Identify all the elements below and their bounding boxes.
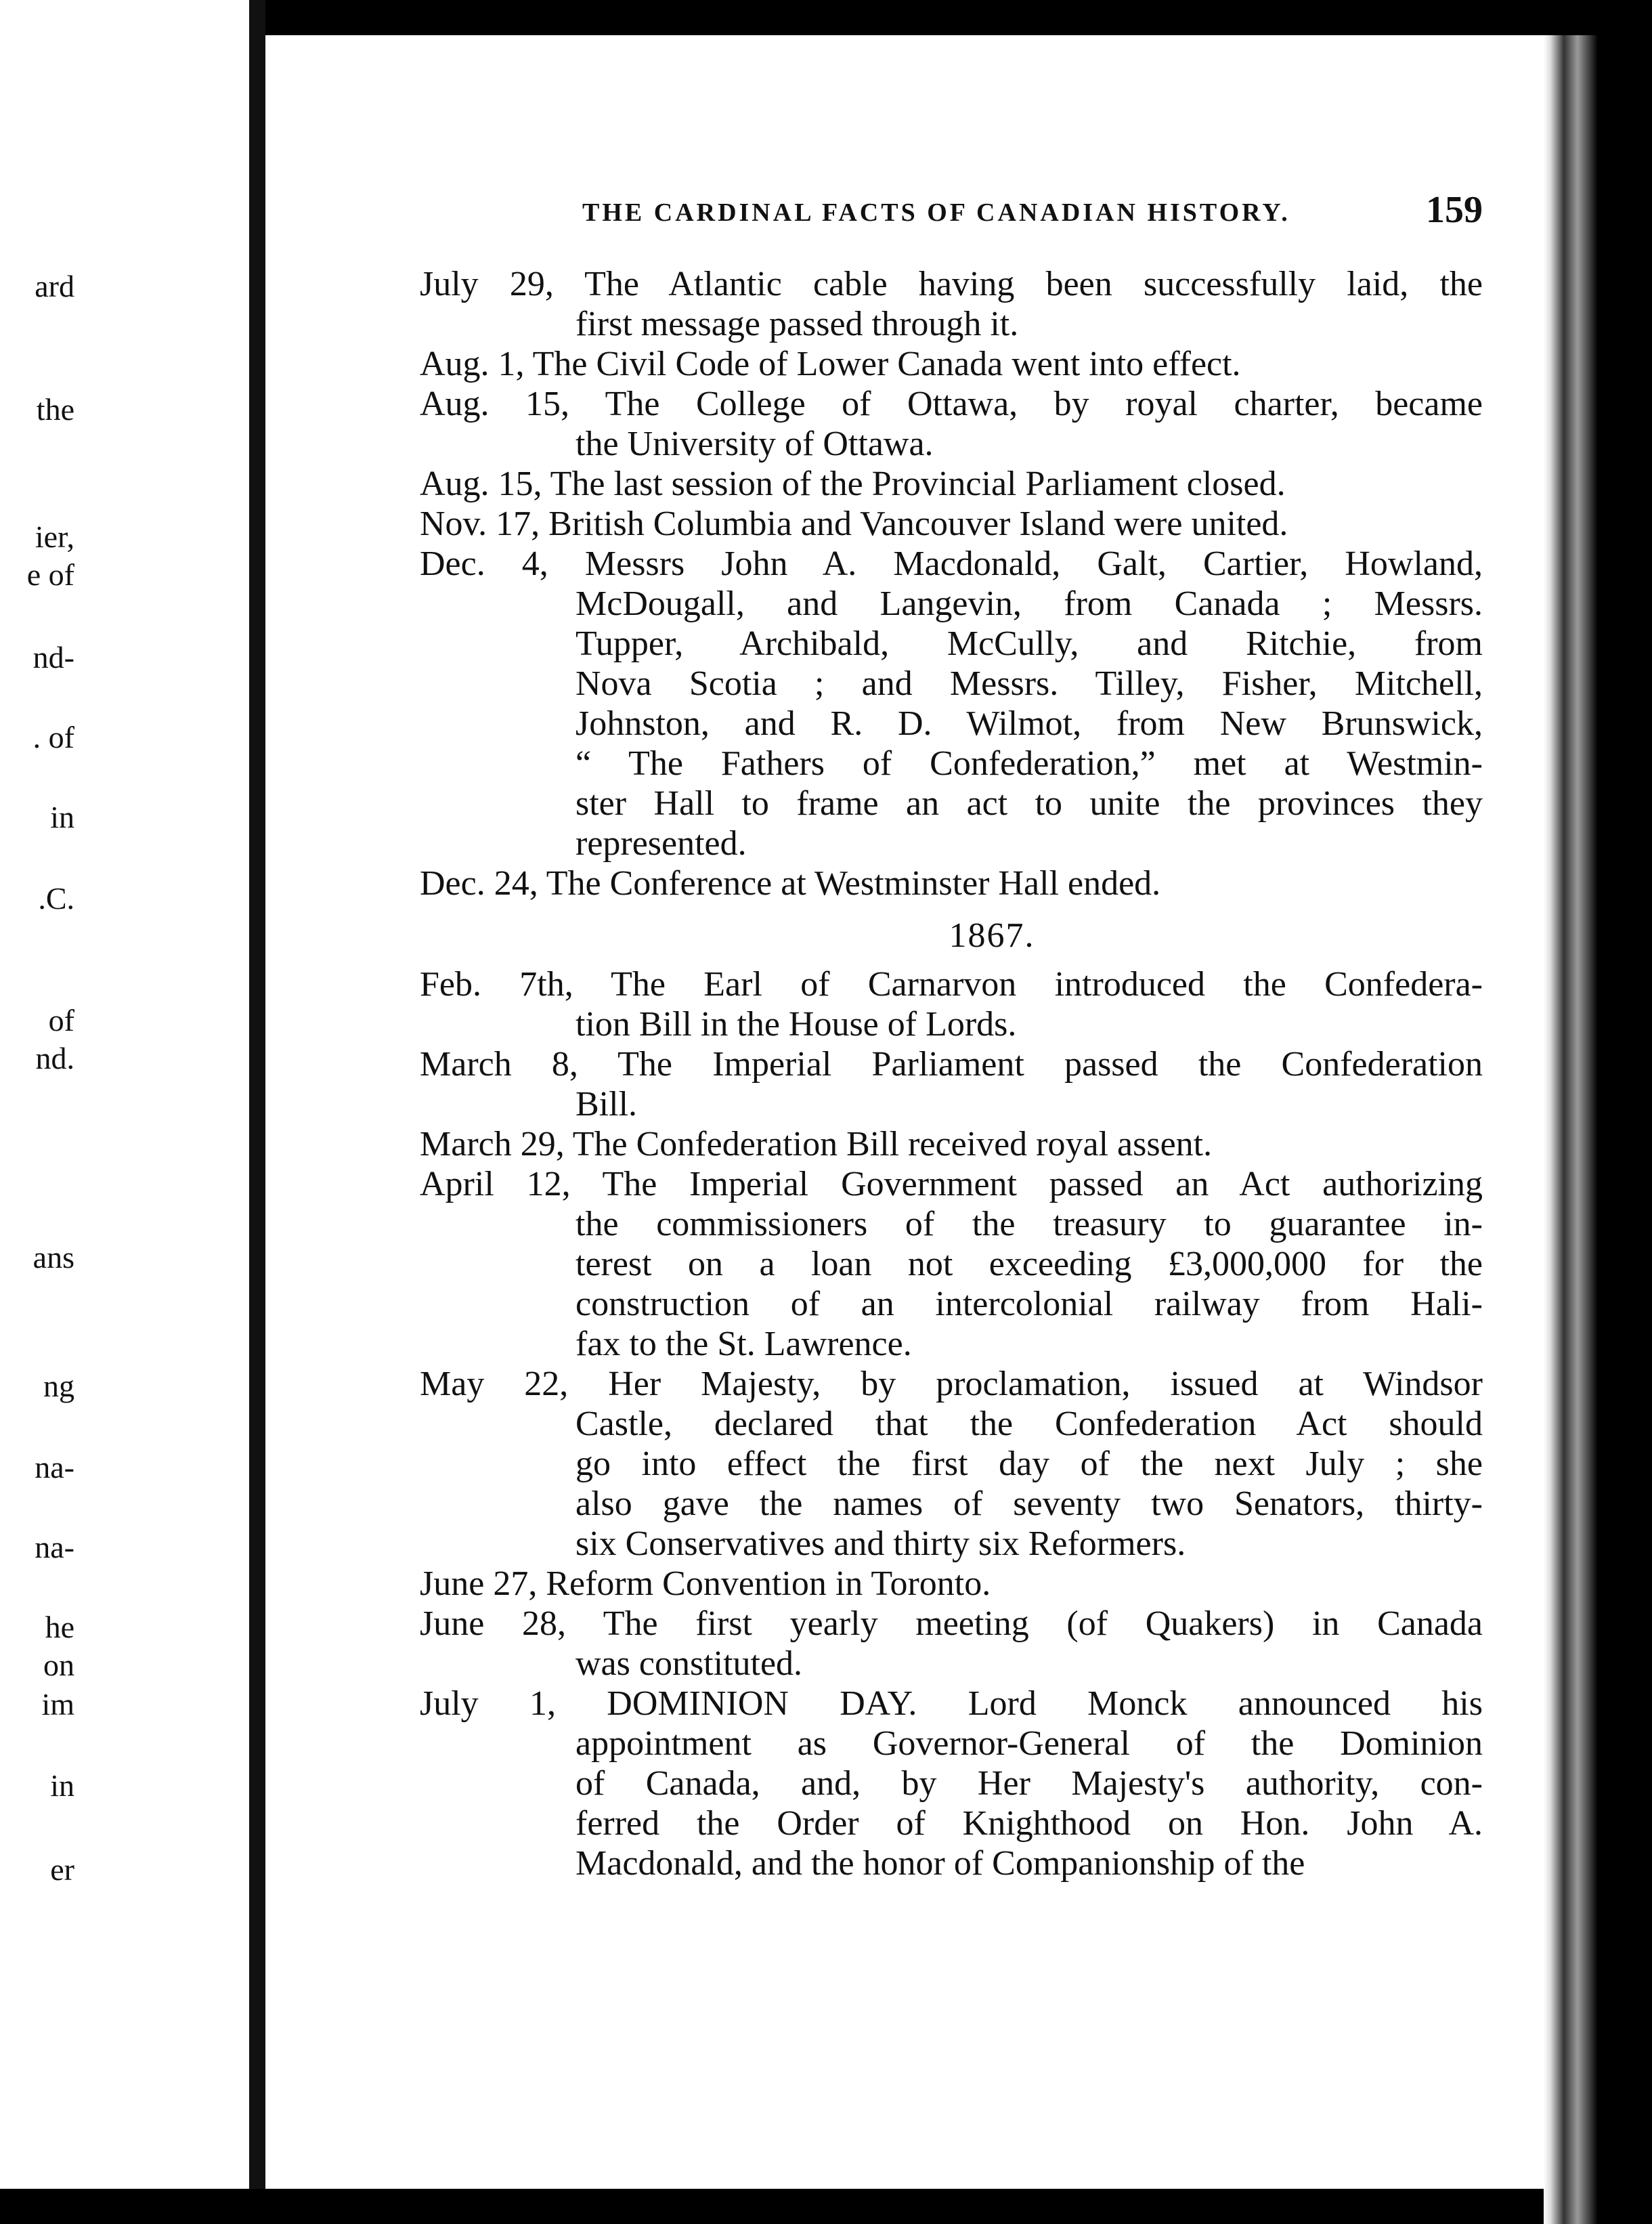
chronology-entry <box>420 264 1483 344</box>
entry-first-line: June 27, Reform Convention in Toronto. <box>420 1564 991 1603</box>
left-page-fragment: the <box>36 392 74 427</box>
entry-continuation-line: Nova Scotia ; and Messrs. Tilley, Fisher, Mitchell, <box>575 664 1483 703</box>
entry-first-line: Feb. 7th, The Earl of Carnarvon introduced the Confedera- <box>420 965 1483 1004</box>
entry-continuation-line: Bill. <box>575 1085 638 1124</box>
left-page-fragment: in <box>50 800 74 834</box>
entry-continuation-line: construction of an intercolonial railway from Hali- <box>575 1285 1483 1323</box>
left-page-fragment: ng <box>43 1369 74 1403</box>
entry-first-line: Dec. 4, Messrs John A. Macdonald, Galt, Cartier, Howland, <box>420 544 1483 583</box>
entry-continuation-line: Tupper, Archibald, McCully, and Ritchie, from <box>575 624 1483 663</box>
entry-first-line: Aug. 15, The last session of the Provincial Parliament closed. <box>420 465 1286 503</box>
chronology-entry <box>420 964 1483 1044</box>
left-page-fragment: ard <box>35 269 74 303</box>
left-page-fragment: of <box>48 1003 74 1038</box>
left-page-fragment: . of <box>32 720 74 754</box>
page-body <box>420 264 1483 1883</box>
entry-continuation-line: the commissioners of the treasury to guarantee in- <box>575 1205 1483 1243</box>
entry-continuation-line: Macdonald, and the honor of Companionship of the <box>575 1844 1305 1883</box>
entry-continuation-line: represented. <box>575 824 747 863</box>
chronology-entry <box>420 344 1483 384</box>
chronology-entry <box>420 544 1483 863</box>
left-page-fragment: he <box>45 1610 74 1644</box>
chronology-entry <box>420 1164 1483 1364</box>
entry-continuation-line: go into effect the first day of the next July ; she <box>575 1445 1483 1483</box>
entry-continuation-line: fax to the St. Lawrence. <box>575 1325 912 1363</box>
chronology-entry <box>420 1604 1483 1684</box>
entry-first-line: Aug. 15, The College of Ottawa, by royal charter, became <box>420 385 1483 423</box>
chronology-entry <box>420 1124 1483 1164</box>
chronology-entry <box>420 384 1483 464</box>
entry-continuation-line: “ The Fathers of Confederation,” met at Westmin- <box>575 744 1483 783</box>
entry-continuation-line: of Canada, and, by Her Majesty's authority, con- <box>575 1764 1483 1803</box>
chronology-entry <box>420 863 1483 903</box>
entry-continuation-line: the University of Ottawa. <box>575 425 934 463</box>
book-gutter <box>249 0 265 2189</box>
entry-continuation-line: McDougall, and Langevin, from Canada ; Messrs. <box>575 584 1483 623</box>
page-number: 159 <box>1426 189 1483 231</box>
left-page-fragment: e of <box>26 557 74 592</box>
left-page-fragment: nd. <box>35 1041 74 1075</box>
entry-continuation-line: Johnston, and R. D. Wilmot, from New Brunswick, <box>575 704 1483 743</box>
entry-first-line: Nov. 17, British Columbia and Vancouver Island were united. <box>420 505 1288 543</box>
left-page-fragment: im <box>41 1687 74 1722</box>
page-edge <box>1544 35 1598 2224</box>
entry-continuation-line: six Conservatives and thirty six Reformers. <box>575 1524 1186 1563</box>
entry-continuation-line: tion Bill in the House of Lords. <box>575 1005 1017 1044</box>
entry-first-line: July 29, The Atlantic cable having been successfully laid, the <box>420 265 1483 303</box>
entry-continuation-line: ferred the Order of Knighthood on Hon. John A. <box>575 1804 1483 1843</box>
left-page-fragment: on <box>43 1648 74 1682</box>
entry-continuation-line: Castle, declared that the Confederation Act should <box>575 1405 1483 1443</box>
chronology-entry <box>420 1044 1483 1124</box>
entry-first-line: March 29, The Confederation Bill received royal assent. <box>420 1125 1213 1163</box>
entry-continuation-line: also gave the names of seventy two Senators, thirty- <box>575 1484 1483 1523</box>
left-page-fragment: ans <box>32 1240 74 1275</box>
entry-first-line: Dec. 24, The Conference at Westminster Hall ended. <box>420 864 1161 903</box>
left-page-fragment: er <box>50 1852 74 1887</box>
entry-first-line: Aug. 1, The Civil Code of Lower Canada went into effect. <box>420 345 1241 383</box>
entries-1866 <box>420 264 1483 903</box>
left-page-fragment: .C. <box>38 881 74 916</box>
entry-continuation-line: first message passed through it. <box>575 305 1019 343</box>
left-page-fragment: na- <box>35 1530 74 1564</box>
entry-first-line: June 28, The first yearly meeting (of Quakers) in Canada <box>420 1604 1483 1643</box>
entry-first-line: April 12, The Imperial Government passed an Act authorizing <box>420 1165 1483 1203</box>
entry-first-line: July 1, DOMINION DAY. Lord Monck announced his <box>420 1684 1483 1723</box>
entry-first-line: May 22, Her Majesty, by proclamation, issued at Windsor <box>420 1365 1483 1403</box>
year-heading: 1867. <box>949 916 1035 955</box>
entry-continuation-line: ster Hall to frame an act to unite the provinces they <box>575 784 1483 823</box>
chronology-entry <box>420 1564 1483 1604</box>
entries-1867 <box>420 964 1483 1883</box>
running-head: THE CARDINAL FACTS OF CANADIAN HISTORY. <box>582 198 1290 227</box>
entry-first-line: March 8, The Imperial Parliament passed the Confederation <box>420 1045 1483 1084</box>
left-page-fragment: ier, <box>35 519 74 554</box>
entry-continuation-line: terest on a loan not exceeding £3,000,000 for the <box>575 1245 1483 1283</box>
chronology-entry <box>420 1364 1483 1564</box>
chronology-entry <box>420 504 1483 544</box>
entry-continuation-line: appointment as Governor-General of the Dominion <box>575 1724 1483 1763</box>
left-page-fragment: na- <box>35 1450 74 1484</box>
chronology-entry <box>420 464 1483 504</box>
page-header <box>318 188 1483 242</box>
entry-continuation-line: was constituted. <box>575 1644 803 1683</box>
chronology-entry <box>420 1684 1483 1883</box>
left-page-fragment: nd- <box>32 640 74 675</box>
left-page-fragment: in <box>50 1768 74 1803</box>
left-facing-page <box>0 0 249 2189</box>
